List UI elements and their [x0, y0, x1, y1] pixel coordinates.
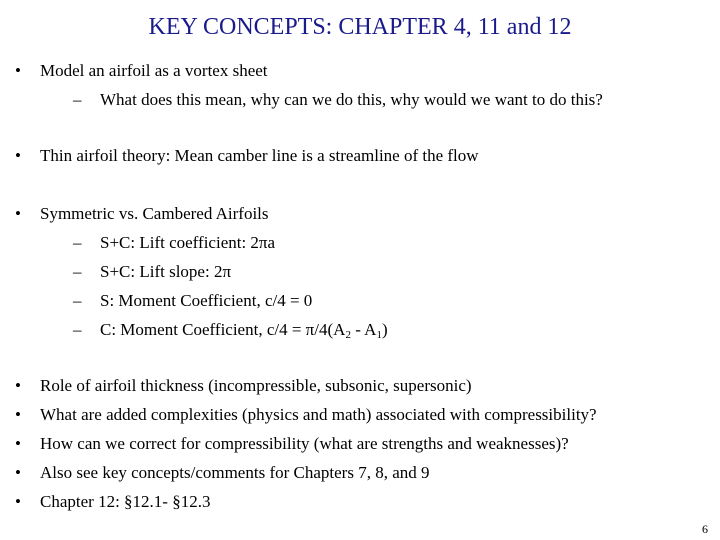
bullet-compressibility-complexities: What are added complexities (physics and math) associated with compressibility? — [40, 405, 597, 424]
dash-marker: – — [73, 320, 82, 339]
moment-formula-prefix: C: Moment Coefficient, c/4 = π/4(A — [100, 320, 346, 339]
sub-bullet-moment-cambered — [100, 320, 388, 341]
bullet-marker: • — [15, 146, 21, 165]
bullet-chapter-12-sections: Chapter 12: §12.1- §12.3 — [40, 492, 211, 511]
moment-formula-subscript-a: 2 — [345, 329, 351, 341]
dash-marker: – — [73, 291, 82, 310]
dash-marker: – — [73, 233, 82, 252]
bullet-airfoil-thickness: Role of airfoil thickness (incompressible, subsonic, supersonic) — [40, 376, 472, 395]
bullet-see-chapters: Also see key concepts/comments for Chapters 7, 8, and 9 — [40, 463, 430, 482]
bullet-vortex-sheet: Model an airfoil as a vortex sheet — [40, 61, 268, 80]
moment-formula-suffix: ) — [381, 320, 388, 339]
bullet-marker: • — [15, 463, 21, 482]
moment-formula-mid: - A — [350, 320, 377, 339]
slide-title: KEY CONCEPTS: CHAPTER 4, 11 and 12 — [148, 14, 572, 40]
bullet-marker: • — [15, 405, 21, 424]
bullet-symmetric-vs-cambered: Symmetric vs. Cambered Airfoils — [40, 204, 269, 223]
dash-marker: – — [73, 262, 82, 281]
bullet-marker: • — [15, 492, 21, 511]
sub-bullet-lift-coefficient: S+C: Lift coefficient: 2πa — [100, 233, 276, 252]
bullet-marker: • — [15, 434, 21, 453]
bullet-marker: • — [15, 376, 21, 395]
moment-formula-subscript-b: 1 — [376, 329, 382, 341]
sub-bullet-moment-symmetric: S: Moment Coefficient, c/4 = 0 — [100, 291, 313, 310]
bullet-marker: • — [15, 204, 21, 223]
page-number: 6 — [702, 522, 708, 536]
bullet-compressibility-correction: How can we correct for compressibility (what are strengths and weaknesses)? — [40, 434, 569, 453]
sub-bullet-lift-slope: S+C: Lift slope: 2π — [100, 262, 232, 281]
sub-bullet-vortex-sheet-question: What does this mean, why can we do this, why would we want to do this? — [100, 90, 603, 109]
bullet-marker: • — [15, 61, 21, 80]
bullet-thin-airfoil-theory: Thin airfoil theory: Mean camber line is a streamline of the flow — [40, 146, 479, 165]
dash-marker: – — [73, 90, 82, 109]
